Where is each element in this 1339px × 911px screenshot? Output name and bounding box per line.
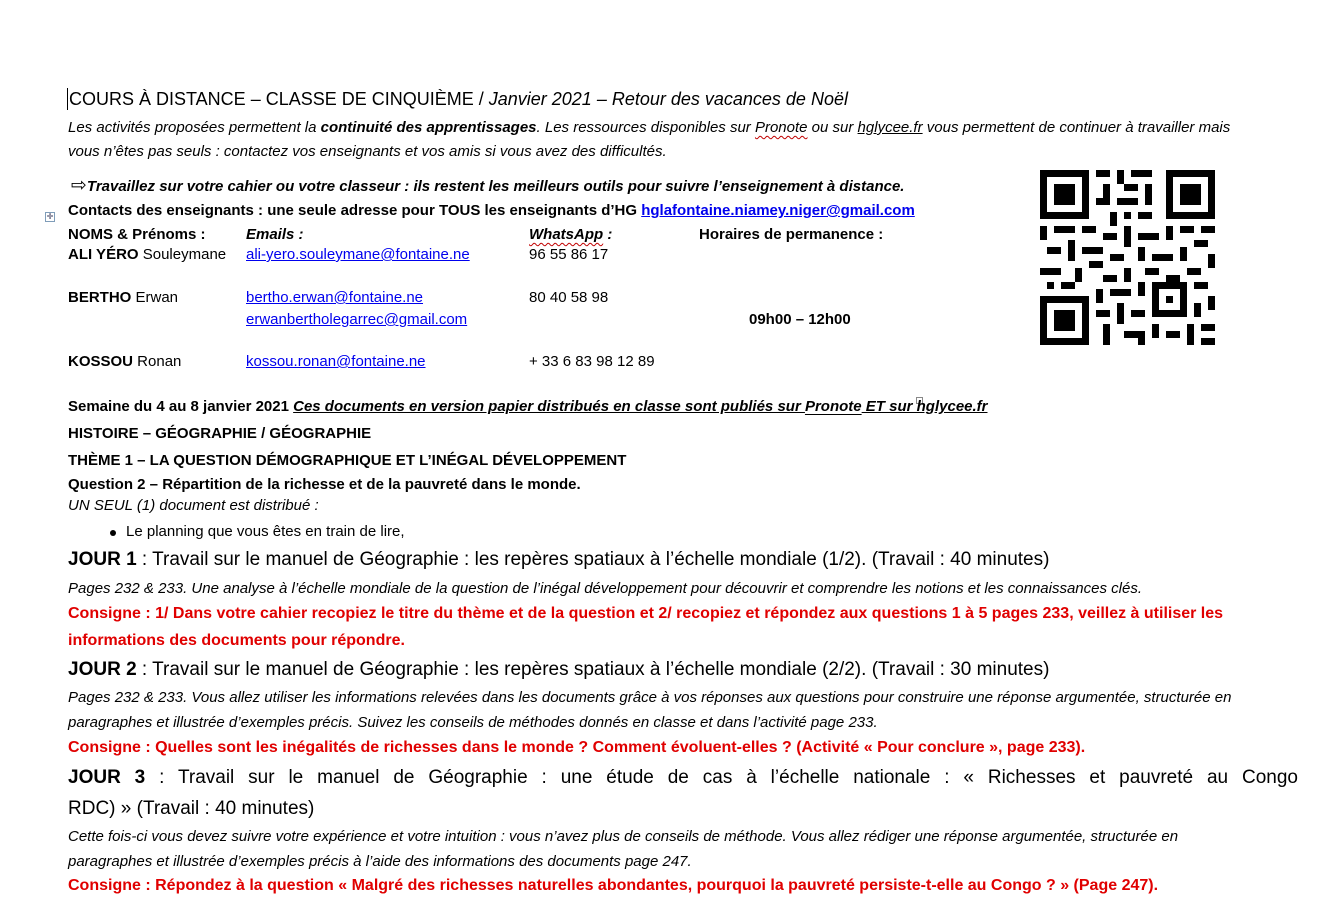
col-whatsapp xyxy=(529,226,612,243)
contacts-intro xyxy=(68,202,915,219)
day-1-consigne-2: informations des documents pour répondre. xyxy=(68,632,405,649)
text-cursor xyxy=(67,88,68,110)
day-2-desc-2: paragraphes et illustrée d’exemples précis. Suivez les conseils de méthodes donnés en classe et dans l’activité page 233. xyxy=(68,714,878,731)
office-hours: 09h00 – 12h00 xyxy=(749,311,851,328)
teacher-email[interactable]: kossou.ronan@fontaine.ne xyxy=(246,353,426,370)
teacher-phone: + 33 6 83 98 12 89 xyxy=(529,353,655,370)
email-all-link[interactable]: hglafontaine.niamey.niger@gmail.com xyxy=(641,202,915,219)
day-1-heading xyxy=(68,549,1049,571)
day-heading-text: : Travail sur le manuel de Géographie : les repères spatiaux à l’échelle mondiale (2/2). (Travail : 30 minutes) xyxy=(136,659,1050,680)
day-3-consigne: Consigne : Répondez à la question « Malgré des richesses naturelles abondantes, pourquoi la pauvreté persiste-t-elle au Congo ? » (Page 247). xyxy=(68,877,1159,894)
intro-text: ou sur xyxy=(807,119,858,136)
day-1-consigne-1: Consigne : 1/ Dans votre cahier recopiez le titre du thème et de la question et 2/ recopiez et répondez aux questions 1 à 5 pages 233, veillez à utiliser les xyxy=(68,605,1224,622)
week-note-pronote: Pronote xyxy=(804,398,862,415)
teacher-email[interactable]: bertho.erwan@fontaine.ne xyxy=(246,289,424,306)
day-label: JOUR 1 xyxy=(68,549,137,570)
docs-intro: UN SEUL (1) document est distribué : xyxy=(68,497,319,514)
table-move-handle-icon[interactable]: ✛ xyxy=(46,212,54,221)
question-heading: Question 2 – Répartition de la richesse et de la pauvreté dans le monde. xyxy=(68,476,581,493)
intro-bold: continuité des apprentissages xyxy=(320,119,537,136)
intro-text: . Les ressources disponibles sur xyxy=(536,119,755,136)
day-2-consigne: Consigne : Quelles sont les inégalités de richesses dans le monde ? Comment évoluent-elles ? (Activité « Pour conclure », page 233). xyxy=(68,739,1086,756)
teacher-last: ALI YÉRO xyxy=(68,246,139,263)
day-label: JOUR 3 xyxy=(68,767,146,788)
day-3-desc-1: Cette fois-ci vous devez suivre votre expérience et votre intuition : vous n’avez plus de conseils de méthode. Vous allez rédiger une réponse argumentée, structurée en xyxy=(68,828,1179,845)
week-label: Semaine du 4 au 8 janvier 2021 xyxy=(68,398,294,415)
page-title xyxy=(69,89,848,110)
title-main: COURS À DISTANCE – CLASSE DE CINQUIÈME / xyxy=(69,89,489,109)
intro-line-1 xyxy=(68,119,1300,136)
col-names: NOMS & Prénoms : xyxy=(68,226,206,243)
day-1-desc: Pages 232 & 233. Une analyse à l’échelle mondiale de la question de l’inégal développement pour découvrir et comprendre les notions et les connaissances clés. xyxy=(68,580,1143,597)
subject-heading: HISTOIRE – GÉOGRAPHIE / GÉOGRAPHIE xyxy=(68,425,372,442)
teacher-name xyxy=(68,246,226,263)
intro-text: vous permettent de continuer à travailler mais xyxy=(922,119,1231,136)
intro-text: Les activités proposées permettent la xyxy=(68,119,321,136)
week-line xyxy=(68,398,988,415)
teacher-last: KOSSOU xyxy=(68,353,134,370)
contacts-intro-text: Contacts des enseignants : une seule adresse pour TOUS les enseignants d’HG xyxy=(68,202,642,219)
teacher-last: BERTHO xyxy=(68,289,132,306)
teacher-email-2[interactable]: erwanbertholegarrec@gmail.com xyxy=(246,311,468,328)
bullet-item: Le planning que vous êtes en train de lire, xyxy=(126,523,405,540)
title-sub: Janvier 2021 – Retour des vacances de Noël xyxy=(488,89,848,109)
teacher-first: Ronan xyxy=(133,353,182,370)
day-2-desc-1: Pages 232 & 233. Vous allez utiliser les informations relevées dans les documents grâce à vos réponses aux questions pour construire une réponse argumentée, structurée en xyxy=(68,689,1232,706)
teacher-first: Souleymane xyxy=(138,246,227,263)
week-note-end: ET sur hglycee.fr xyxy=(861,398,988,415)
day-heading-text: : Travail sur le manuel de Géographie : une étude de cas à l’échelle nationale : « Richesses et pauvreté au Congo xyxy=(145,767,1298,788)
col-whatsapp-label: WhatsApp xyxy=(529,226,604,243)
intro-site: hglycee.fr xyxy=(857,119,923,136)
advice-line xyxy=(71,174,904,197)
bullet-icon xyxy=(110,530,116,536)
advice-text: Travaillez sur votre cahier ou votre classeur : ils restent les meilleurs outils pour suivre l’enseignement à distance. xyxy=(86,178,905,195)
teacher-name xyxy=(68,289,178,306)
teacher-phone: 96 55 86 17 xyxy=(529,246,609,263)
teacher-phone: 80 40 58 98 xyxy=(529,289,609,306)
qr-code-icon xyxy=(1040,170,1215,345)
theme-heading: THÈME 1 – LA QUESTION DÉMOGRAPHIQUE ET L’INÉGAL DÉVELOPPEMENT xyxy=(68,452,627,469)
col-hours: Horaires de permanence : xyxy=(699,226,884,243)
day-label: JOUR 2 xyxy=(68,659,137,680)
week-note: Ces documents en version papier distribués en classe sont publiés sur xyxy=(293,398,805,415)
teacher-name xyxy=(68,353,181,370)
day-3-desc-2: paragraphes et illustrée d’exemples précis à l’aide des informations des documents page 247. xyxy=(68,853,692,870)
teacher-first: Erwan xyxy=(131,289,179,306)
day-3-heading xyxy=(68,767,1298,789)
intro-line-2: vous n’êtes pas seuls : contactez vos enseignants et vos amis si vous avez des difficultés. xyxy=(68,143,667,160)
col-whatsapp-colon: : xyxy=(603,226,613,243)
day-heading-text: : Travail sur le manuel de Géographie : les repères spatiaux à l’échelle mondiale (1/2). (Travail : 40 minutes) xyxy=(136,549,1050,570)
intro-pronote: Pronote xyxy=(754,119,808,136)
day-3-heading-2: RDC) » (Travail : 40 minutes) xyxy=(68,798,315,819)
teacher-email[interactable]: ali-yero.souleymane@fontaine.ne xyxy=(246,246,470,263)
col-emails: Emails : xyxy=(246,226,304,243)
day-2-heading xyxy=(68,659,1049,681)
arrow-icon: ⇨ xyxy=(71,175,87,196)
